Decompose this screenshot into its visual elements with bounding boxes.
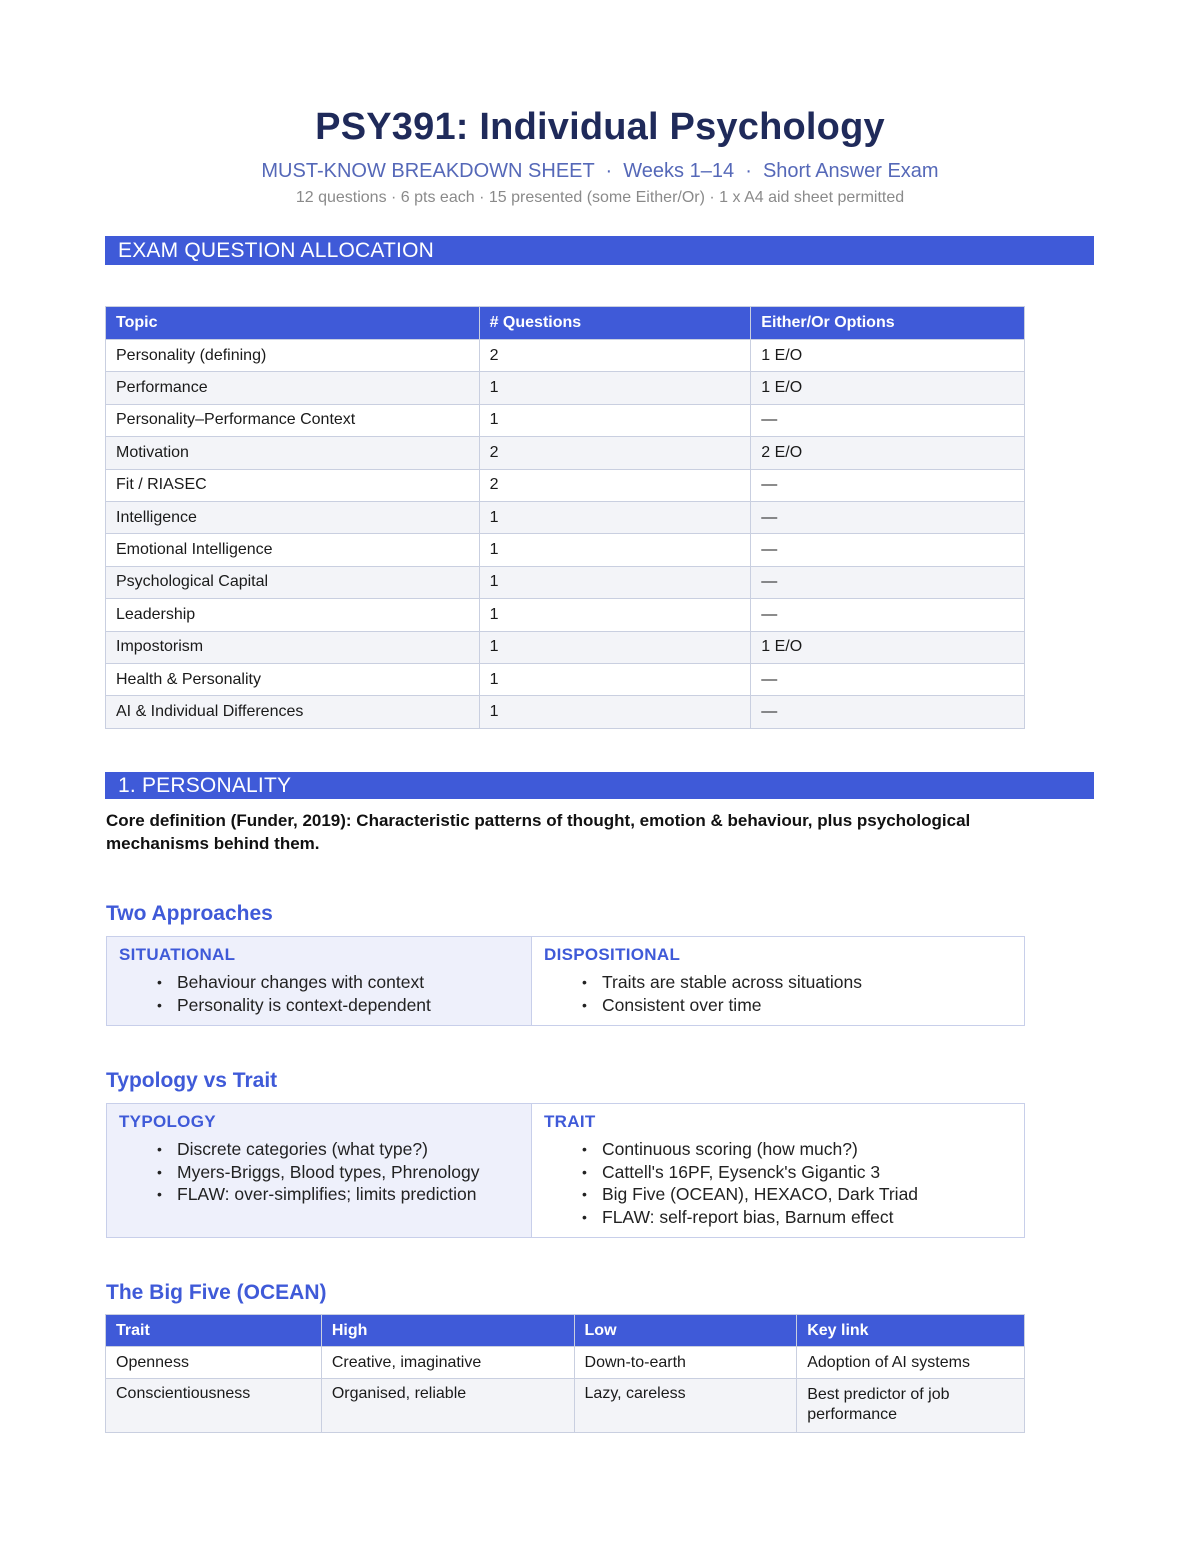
situational-title: SITUATIONAL — [119, 945, 236, 964]
cell-either-or: — — [751, 534, 1025, 566]
cell-questions: 1 — [479, 663, 751, 695]
list-item: • FLAW: over-simplifies; limits prediction — [119, 1183, 519, 1206]
table-row — [106, 469, 1025, 501]
cell-topic: Personality (defining) — [106, 340, 480, 372]
table-row — [106, 696, 1025, 728]
table-row — [106, 501, 1025, 533]
cell-either-or: 1 E/O — [751, 631, 1025, 663]
col-header-topic: Topic — [106, 307, 480, 340]
allocation-table — [105, 306, 1025, 729]
cell-low: Lazy, careless — [574, 1379, 797, 1433]
cell-low: Down-to-earth — [574, 1347, 797, 1379]
list-item: • Myers-Briggs, Blood types, Phrenology — [119, 1161, 519, 1184]
trait-title: TRAIT — [544, 1112, 596, 1131]
cell-topic: Psychological Capital — [106, 566, 480, 598]
cell-questions: 1 — [479, 631, 751, 663]
col-header-low: Low — [574, 1315, 797, 1347]
page-subtitle: MUST-KNOW BREAKDOWN SHEET · Weeks 1–14 · Short Answer Exam — [261, 160, 939, 182]
cell-questions: 1 — [479, 599, 751, 631]
typology-box — [106, 1103, 1025, 1238]
col-header-either-or: Either/Or Options — [751, 307, 1025, 340]
cell-topic: AI & Individual Differences — [106, 696, 480, 728]
cell-questions: 1 — [479, 696, 751, 728]
list-item: • Traits are stable across situations — [544, 971, 1012, 994]
table-row — [106, 404, 1025, 436]
bigfive-table — [105, 1314, 1025, 1433]
cell-topic: Emotional Intelligence — [106, 534, 480, 566]
cell-high: Organised, reliable — [321, 1379, 574, 1433]
trait-column — [532, 1104, 1024, 1237]
cell-topic: Health & Personality — [106, 663, 480, 695]
cell-topic: Leadership — [106, 599, 480, 631]
section-heading-bigfive: The Big Five (OCEAN) — [106, 1281, 327, 1304]
table-row — [106, 1379, 1025, 1433]
cell-topic: Impostorism — [106, 631, 480, 663]
cell-questions: 1 — [479, 404, 751, 436]
table-row — [106, 437, 1025, 469]
col-header-questions: # Questions — [479, 307, 751, 340]
cell-either-or: — — [751, 566, 1025, 598]
cell-high: Creative, imaginative — [321, 1347, 574, 1379]
cell-trait: Openness — [106, 1347, 322, 1379]
cell-questions: 2 — [479, 340, 751, 372]
cell-key-link: Adoption of AI systems — [797, 1347, 1025, 1379]
col-header-high: High — [321, 1315, 574, 1347]
list-item: • Big Five (OCEAN), HEXACO, Dark Triad — [544, 1183, 1012, 1206]
cell-either-or: — — [751, 663, 1025, 695]
cell-either-or: — — [751, 501, 1025, 533]
list-item: • Consistent over time — [544, 994, 1012, 1017]
cell-trait: Conscientiousness — [106, 1379, 322, 1433]
dispositional-title: DISPOSITIONAL — [544, 945, 681, 964]
table-row — [106, 534, 1025, 566]
trait-list — [544, 1138, 1012, 1228]
list-item: • Discrete categories (what type?) — [119, 1138, 519, 1161]
list-item: • Continuous scoring (how much?) — [544, 1138, 1012, 1161]
cell-questions: 2 — [479, 469, 751, 501]
list-item: • Behaviour changes with context — [119, 971, 519, 994]
allocation-header-row — [106, 307, 1025, 340]
cell-either-or: — — [751, 696, 1025, 728]
cell-questions: 1 — [479, 372, 751, 404]
list-item: • Cattell's 16PF, Eysenck's Gigantic 3 — [544, 1161, 1012, 1184]
table-row — [106, 1347, 1025, 1379]
allocation-banner: EXAM QUESTION ALLOCATION — [105, 236, 1094, 265]
table-row — [106, 663, 1025, 695]
typology-column — [107, 1104, 532, 1237]
col-header-trait: Trait — [106, 1315, 322, 1347]
table-row — [106, 372, 1025, 404]
cell-topic: Intelligence — [106, 501, 480, 533]
cell-questions: 2 — [479, 437, 751, 469]
approaches-box — [106, 936, 1025, 1026]
cell-key-link: Best predictor of job performance — [797, 1379, 1025, 1433]
cell-either-or: 1 E/O — [751, 340, 1025, 372]
situational-column — [107, 937, 532, 1025]
table-row — [106, 599, 1025, 631]
cell-topic: Fit / RIASEC — [106, 469, 480, 501]
bigfive-header-row — [106, 1315, 1025, 1347]
cell-questions: 1 — [479, 566, 751, 598]
cell-either-or: 1 E/O — [751, 372, 1025, 404]
page-title: PSY391: Individual Psychology — [315, 106, 885, 148]
table-row — [106, 631, 1025, 663]
table-row — [106, 340, 1025, 372]
typology-list — [119, 1138, 519, 1206]
typology-title: TYPOLOGY — [119, 1112, 216, 1131]
col-header-key-link: Key link — [797, 1315, 1025, 1347]
cell-either-or: — — [751, 469, 1025, 501]
cell-questions: 1 — [479, 534, 751, 566]
list-item: • Personality is context-dependent — [119, 994, 519, 1017]
core-definition: Core definition (Funder, 2019): Characteristic patterns of thought, emotion & behaviour, plus psychological mechanisms behind them. — [106, 811, 971, 853]
table-row — [106, 566, 1025, 598]
cell-questions: 1 — [479, 501, 751, 533]
dispositional-column — [532, 937, 1024, 1025]
section-heading-typology: Typology vs Trait — [106, 1069, 278, 1092]
cell-either-or: — — [751, 404, 1025, 436]
personality-banner: 1. PERSONALITY — [105, 772, 1094, 799]
list-item: • FLAW: self-report bias, Barnum effect — [544, 1206, 1012, 1229]
cell-topic: Performance — [106, 372, 480, 404]
section-heading-approaches: Two Approaches — [106, 902, 273, 925]
situational-list — [119, 971, 519, 1016]
cell-either-or: — — [751, 599, 1025, 631]
exam-meta: 12 questions · 6 pts each · 15 presented (some Either/Or) · 1 x A4 aid sheet permitted — [295, 189, 905, 206]
cell-either-or: 2 E/O — [751, 437, 1025, 469]
dispositional-list — [544, 971, 1012, 1016]
cell-topic: Personality–Performance Context — [106, 404, 480, 436]
cell-topic: Motivation — [106, 437, 480, 469]
